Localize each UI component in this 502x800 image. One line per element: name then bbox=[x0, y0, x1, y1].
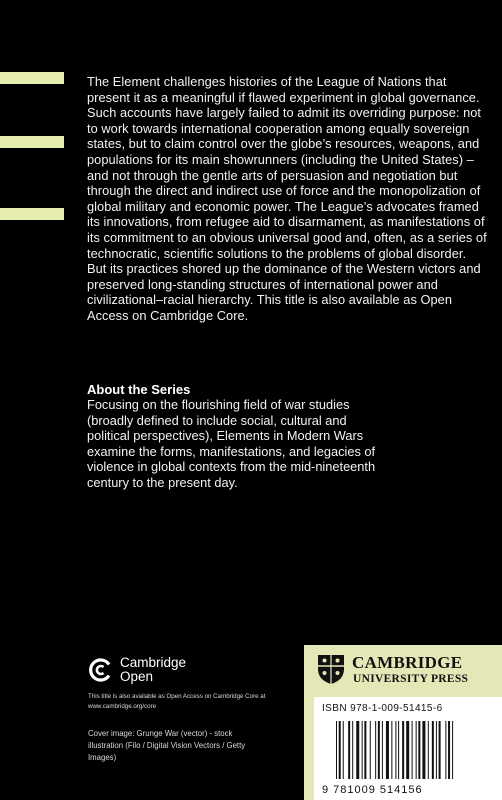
isbn-barcode bbox=[314, 697, 502, 800]
barcode-bar bbox=[418, 721, 420, 779]
open-access-note: This title is also available as Open Access on Cambridge Core at www.cambridge.org/core bbox=[88, 693, 266, 710]
publisher-press: UNIVERSITY PRESS bbox=[353, 673, 469, 685]
accent-bar-1 bbox=[0, 72, 64, 84]
barcode-bar bbox=[448, 721, 450, 779]
barcode-bar bbox=[398, 721, 399, 779]
publisher-panel bbox=[304, 645, 502, 800]
barcode-graphic bbox=[314, 697, 502, 800]
cover-image-credit: Cover image: Grunge War (vector) - stock illustration (Filo / Digital Vision Vectors / Getty Images) bbox=[88, 729, 246, 762]
barcode-bar bbox=[386, 721, 389, 779]
barcode-bar bbox=[348, 721, 350, 779]
barcode-bar bbox=[428, 721, 429, 779]
barcode-bar bbox=[339, 721, 341, 779]
cambridge-open-logo bbox=[88, 652, 228, 688]
barcode-bar bbox=[412, 721, 413, 779]
barcode-digits: 9 781009 514156 bbox=[322, 784, 423, 796]
cambridge-open-icon bbox=[88, 657, 114, 683]
book-blurb: The Element challenges histories of the League of Nations that present it as a meaningful if flawed experiment in global governance. Such accounts have largely failed to admit its overriding purpose: not to work towards international cooperation among equally sovereign states, but to claim control over the globe’s resources, weapons, and populations for its main showrunners (including the United States) – and not through the gentle arts of persuasion and negotiation but through the direct and indirect use of force and the monopolization of global military and economic power. The League’s advocates framed its innovations, from refugee aid to disarmament, as manifestations of its commitment to an obvious universal good and, often, as a series of technocratic, scientific solutions to the problems of global disorder. But its practices shored up the dominance of the Western victors and preserved long-standing structures of international power and civilizational–racial hierarchy. This title is also available as Open Access on Cambridge Core. bbox=[87, 74, 487, 323]
cambridge-open-line1: Cambridge bbox=[120, 655, 187, 670]
barcode-bar bbox=[378, 721, 380, 779]
isbn-number: ISBN 978-1-009-51415-6 bbox=[322, 703, 443, 714]
series-heading: About the Series bbox=[87, 382, 191, 397]
barcode-bar bbox=[452, 721, 453, 779]
barcode-bar bbox=[439, 721, 441, 779]
barcode-bar bbox=[406, 721, 409, 779]
accent-bar-2 bbox=[0, 136, 64, 148]
barcode-bar bbox=[416, 721, 417, 779]
cambridge-shield-icon bbox=[316, 653, 346, 685]
series-description: Focusing on the flourishing field of war studies (broadly defined to include social, cultural and political perspectives), Elements in Modern Wars examine the forms, manifestations, and legacies of violence in global contexts from the mid-nineteenth century to the present day. bbox=[87, 397, 376, 490]
barcode-bar bbox=[356, 721, 359, 779]
barcode-bar bbox=[352, 721, 353, 779]
barcode-bar bbox=[362, 721, 363, 779]
barcode-bar bbox=[432, 721, 434, 779]
barcode-bar bbox=[422, 721, 425, 779]
barcode-bar bbox=[375, 721, 376, 779]
cambridge-open-line2: Open bbox=[120, 669, 154, 684]
barcode-bar bbox=[343, 721, 344, 779]
barcode-bar bbox=[436, 721, 437, 779]
barcode-bar bbox=[364, 721, 366, 779]
barcode-bar bbox=[382, 721, 383, 779]
barcode-bar bbox=[445, 721, 446, 779]
publisher-name: CAMBRIDGE bbox=[352, 653, 463, 672]
barcode-bar bbox=[391, 721, 392, 779]
barcode-bar bbox=[336, 721, 337, 779]
barcode-bar bbox=[402, 721, 404, 779]
barcode-bar bbox=[370, 721, 371, 779]
barcode-bar bbox=[395, 721, 396, 779]
accent-bar-3 bbox=[0, 208, 64, 220]
